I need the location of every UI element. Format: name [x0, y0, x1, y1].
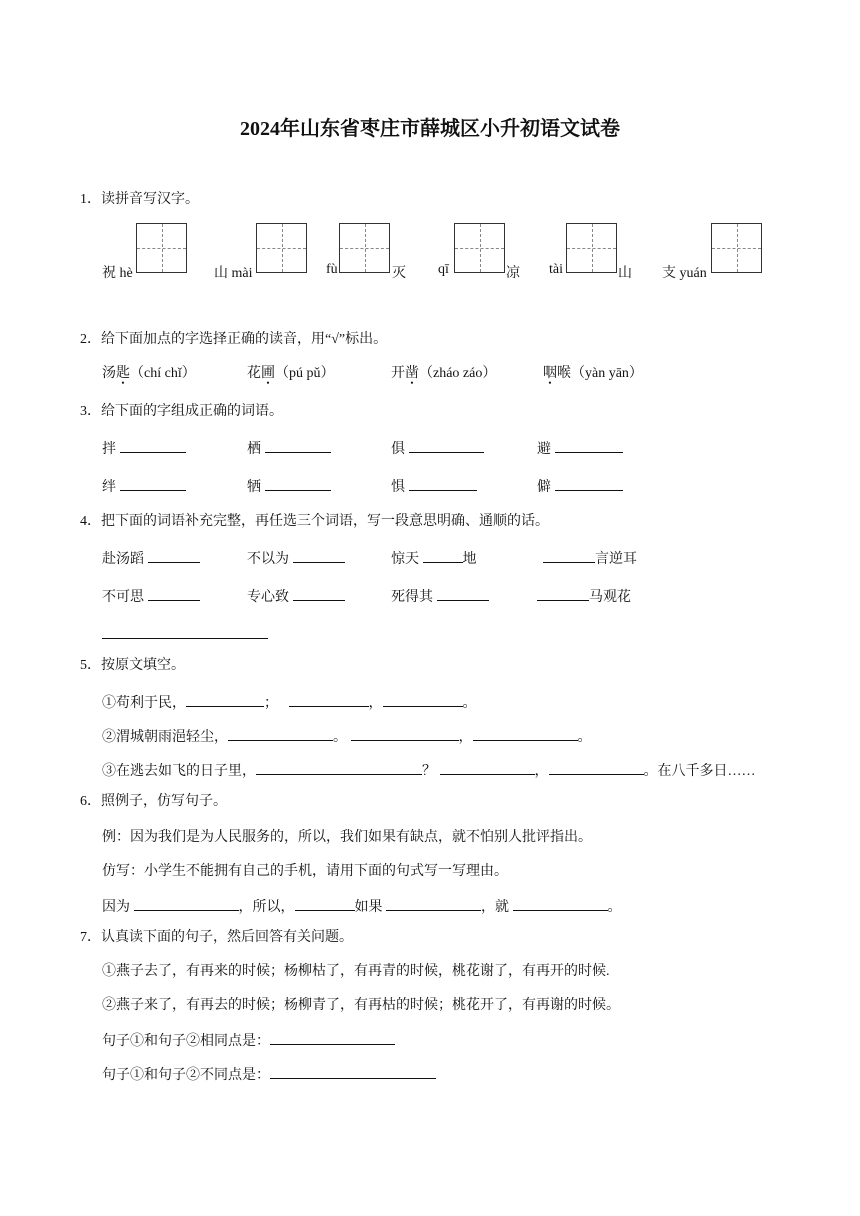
q1-pinyin-5: tài — [549, 262, 563, 277]
q3-blank[interactable] — [555, 438, 623, 453]
q3-item: 僻 — [537, 476, 623, 498]
q4-item: 言逆耳 — [543, 548, 637, 570]
q4-blank[interactable] — [293, 586, 345, 601]
q3-blank[interactable] — [555, 476, 623, 491]
q1-pinyin-1: 祝 hè — [102, 266, 133, 281]
q7-same-question: 句子①和句子②相同点是： — [102, 1030, 395, 1052]
q3-blank[interactable] — [409, 476, 477, 491]
q1-suffix-5: 山 — [618, 266, 632, 281]
q3-item: 惧 — [391, 476, 477, 498]
q1-writing-grid-4[interactable] — [454, 223, 505, 273]
q5-line-2: ②渭城朝雨浥轻尘， 。 ， 。 — [102, 726, 592, 748]
q5-blank[interactable] — [289, 692, 369, 707]
page-title: 2024年山东省枣庄市薛城区小升初语文试卷 — [240, 118, 620, 140]
q4-item: 死得其 — [391, 586, 489, 608]
q6-task: 仿写：小学生不能拥有自己的手机，请用下面的句式写一写理由。 — [102, 864, 508, 879]
q1-writing-grid-5[interactable] — [566, 223, 617, 273]
q6-blank[interactable] — [134, 896, 239, 911]
q3-blank[interactable] — [409, 438, 484, 453]
q7-blank[interactable] — [270, 1030, 395, 1045]
q5-blank[interactable] — [186, 692, 264, 707]
q4-blank[interactable] — [537, 586, 589, 601]
q3-item: 避 — [537, 438, 623, 460]
q3-blank[interactable] — [265, 438, 331, 453]
q6-blank[interactable] — [386, 896, 481, 911]
q1-writing-grid-2[interactable] — [256, 223, 307, 273]
q3-item: 绊 — [102, 476, 186, 498]
q6-example: 例：因为我们是为人民服务的，所以，我们如果有缺点，就不怕别人批评指出。 — [102, 830, 592, 845]
q2-item-2[interactable]: 花圃（pú pǔ） — [247, 366, 335, 381]
q2-item-1[interactable]: 汤匙（chí chǐ） — [102, 366, 196, 381]
q3-item: 牺 — [247, 476, 331, 498]
q6-stem: 6．照例子，仿写句子。 — [80, 794, 227, 809]
q1-writing-grid-3[interactable] — [339, 223, 390, 273]
q5-blank[interactable] — [440, 760, 535, 775]
q4-item: 不以为 — [247, 548, 345, 570]
q5-blank[interactable] — [473, 726, 578, 741]
q4-item: 惊天 地 — [391, 548, 477, 570]
q6-blank[interactable] — [295, 896, 355, 911]
q5-line-1: ①苟利于民， ； ， 。 — [102, 692, 477, 714]
q5-blank[interactable] — [549, 760, 644, 775]
q4-blank[interactable] — [148, 548, 200, 563]
q7-diff-question: 句子①和句子②不同点是： — [102, 1064, 436, 1086]
q2-item-4[interactable]: 咽喉（yàn yān） — [543, 366, 643, 381]
q4-blank[interactable] — [293, 548, 345, 563]
q7-stem: 7．认真读下面的句子，然后回答有关问题。 — [80, 930, 353, 945]
q3-item: 俱 — [391, 438, 484, 460]
q4-item: 专心致 — [247, 586, 345, 608]
q7-sentence-2: ②燕子来了，有再去的时候；杨柳青了，有再枯的时候；桃花开了，有再谢的时候。 — [102, 998, 620, 1013]
q4-writing-line[interactable] — [102, 624, 268, 646]
q1-stem: 1．读拼音写汉字。 — [80, 192, 199, 207]
q6-blank[interactable] — [513, 896, 608, 911]
q4-item: 马观花 — [537, 586, 631, 608]
q3-blank[interactable] — [120, 476, 186, 491]
q4-item: 不可思 — [102, 586, 200, 608]
q4-blank[interactable] — [423, 548, 463, 563]
q5-line-3: ③在逃去如飞的日子里， ？ ， 。在八千多日…… — [102, 760, 756, 782]
q3-blank[interactable] — [120, 438, 186, 453]
q1-suffix-4: 凉 — [506, 266, 520, 281]
q5-stem: 5．按原文填空。 — [80, 658, 185, 673]
q4-item: 赴汤蹈 — [102, 548, 200, 570]
q1-pinyin-2: 山 mài — [214, 266, 253, 281]
q1-pinyin-3: fù — [326, 262, 338, 277]
q4-stem: 4．把下面的词语补充完整，再任选三个词语，写一段意思明确、通顺的话。 — [80, 514, 549, 529]
q6-frame: 因为 ，所以， 如果 ，就 。 — [102, 896, 622, 918]
q1-suffix-3: 灭 — [392, 266, 406, 281]
q3-blank[interactable] — [265, 476, 331, 491]
q4-blank[interactable] — [543, 548, 595, 563]
q3-item: 栖 — [247, 438, 331, 460]
q5-blank[interactable] — [383, 692, 463, 707]
q7-sentence-1: ①燕子去了，有再来的时候；杨柳枯了，有再青的时候，桃花谢了，有再开的时候. — [102, 964, 610, 979]
q1-writing-grid-6[interactable] — [711, 223, 762, 273]
q5-blank[interactable] — [228, 726, 333, 741]
q2-item-3[interactable]: 开凿（zháo záo） — [391, 366, 497, 381]
q5-blank[interactable] — [256, 760, 422, 775]
q1-pinyin-6: 支 yuán — [662, 266, 707, 281]
q1-writing-grid-1[interactable] — [136, 223, 187, 273]
q4-blank[interactable] — [437, 586, 489, 601]
q4-blank[interactable] — [148, 586, 200, 601]
q3-item: 拌 — [102, 438, 186, 460]
q5-blank[interactable] — [351, 726, 459, 741]
q1-pinyin-4: qī — [438, 262, 449, 277]
q2-stem: 2．给下面加点的字选择正确的读音，用“√”标出。 — [80, 332, 388, 347]
q7-blank[interactable] — [270, 1064, 436, 1079]
q3-stem: 3．给下面的字组成正确的词语。 — [80, 404, 283, 419]
